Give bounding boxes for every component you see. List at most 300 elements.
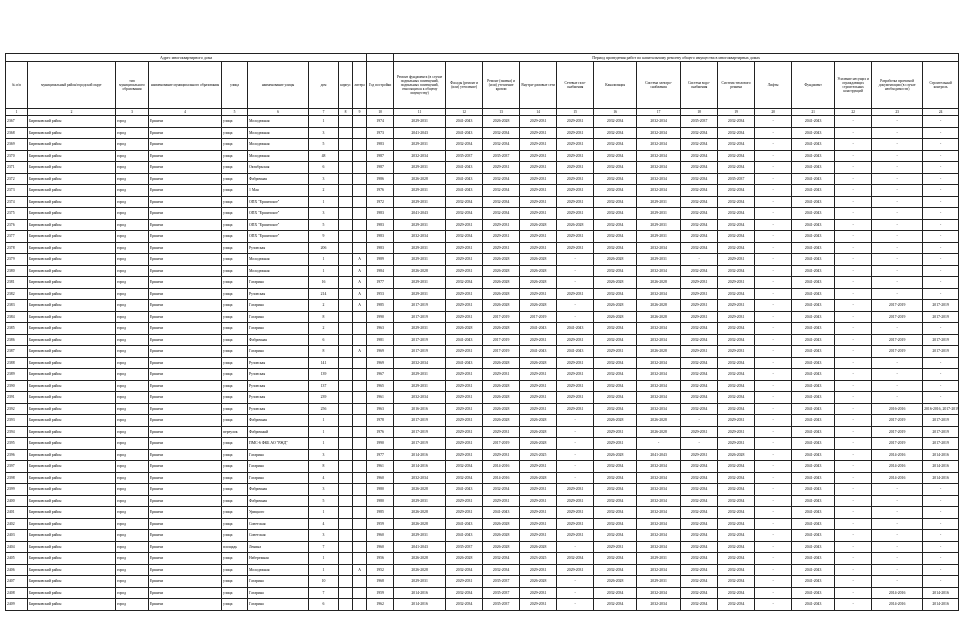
table-cell: 2029-2031 [557,173,594,185]
table-cell: 2029-2031 [483,231,520,243]
table-cell: 2032-2034 [637,530,681,542]
table-cell: Молодежная [248,116,309,128]
table-cell: 2032-2034 [718,219,755,231]
table-cell: Советская [248,530,309,542]
table-cell: Ершичи [149,150,222,162]
table-cell: Ершичи [149,288,222,300]
table-cell: - [872,208,923,220]
table-cell [339,173,353,185]
table-cell: 2032-2034 [718,323,755,335]
table-cell: 2017-2019 [923,334,959,346]
table-row [6,242,959,254]
table-cell: - [835,576,872,588]
table-cell: город [116,461,149,473]
table-cell: 1963 [367,403,394,415]
table-cell: 2396 [6,449,28,461]
table-cell: 2032-2034 [718,231,755,243]
table-cell: 2041-2043 [792,346,835,358]
table-cell: Бирюковский район [28,599,116,611]
table-cell: 2032-2034 [637,495,681,507]
table-cell: улица [222,323,248,335]
table-cell: Ершичи [149,369,222,381]
table-cell: 2041-2043 [792,139,835,151]
table-cell: 2029-2031 [557,208,594,220]
table-cell: 2041-2043 [792,472,835,484]
table-cell: Бирюковский район [28,231,116,243]
table-cell [339,323,353,335]
table-cell: город [116,242,149,254]
table-cell: 2035-2037 [718,173,755,185]
table-cell: 2032-2034 [594,599,637,611]
table-cell: Рузовская [248,380,309,392]
table-cell: город [116,150,149,162]
table-cell: 2029-2031 [446,369,483,381]
table-cell: улица [222,484,248,496]
table-cell: Бирюковский район [28,587,116,599]
table-cell: 2041-2043 [792,449,835,461]
table-cell: 2026-2028 [446,323,483,335]
table-cell: - [755,484,792,496]
table-cell: 9 [309,231,339,243]
table-cell: 2017-2019 [923,346,959,358]
table-cell: 2032-2034 [681,323,718,335]
column-number: 24 [923,109,959,116]
table-cell: Гагарина [248,300,309,312]
table-cell: 2029-2031 [483,219,520,231]
table-cell: 2029-2031 [394,277,446,289]
table-cell [353,127,367,139]
table-cell: 2029-2031 [520,242,557,254]
table-cell: - [681,254,718,266]
table-cell: - [835,507,872,519]
table-cell: 2032-2034 [718,208,755,220]
table-cell: 1 [309,438,339,450]
table-cell: Фабричная [248,173,309,185]
table-cell: 1983 [367,208,394,220]
table-cell: 2041-2043 [446,116,483,128]
table-cell: город [116,254,149,266]
table-cell: улица [222,461,248,473]
table-cell: город [116,484,149,496]
table-cell: Ершичи [149,541,222,553]
table-cell: 2026-2028 [594,415,637,427]
table-cell: 2029-2031 [520,150,557,162]
table-cell: 48 [309,150,339,162]
table-cell: - [557,576,594,588]
table-cell: 2409 [6,599,28,611]
table-cell: город [116,587,149,599]
table-cell: 1976 [367,426,394,438]
table-cell: 2014-2016 [394,461,446,473]
table-cell: 2404 [6,541,28,553]
table-cell [353,541,367,553]
table-cell [353,415,367,427]
table-cell: - [872,323,923,335]
table-cell [353,311,367,323]
table-cell: 2029-2031 [637,254,681,266]
table-cell: - [923,357,959,369]
table-cell: город [116,553,149,565]
table-cell: Ершичи [149,576,222,588]
table-cell: 2032-2034 [718,380,755,392]
table-cell: 2032-2034 [681,530,718,542]
table-cell [353,380,367,392]
table-cell: 2026-2028 [520,300,557,312]
table-cell: 5 [309,139,339,151]
table-cell: 2 [309,300,339,312]
table-cell: 1976 [367,185,394,197]
table-cell: 2400 [6,495,28,507]
table-cell: 2014-2016 [394,599,446,611]
table-cell: 2372 [6,173,28,185]
table-cell: 2032-2034 [681,185,718,197]
table-cell: 1961 [367,392,394,404]
table-cell: 2035-2037 [446,541,483,553]
table-cell: - [835,265,872,277]
group-works: Период проведения работ по капитальному ремонту общего имущества в многоквартирных домах [394,54,959,62]
table-cell: 2029-2031 [394,139,446,151]
table-cell: Молодежная [248,139,309,151]
table-cell: 2029-2031 [557,334,594,346]
column-header: Система водо-снабжения [681,62,718,109]
table-cell: 7 [309,541,339,553]
table-cell: - [755,173,792,185]
table-cell: Ершичи [149,564,222,576]
table-cell: 2026-2028 [483,380,520,392]
table-cell: 2041-2043 [792,403,835,415]
table-cell: 2029-2031 [394,369,446,381]
table-cell: Ершичи [149,231,222,243]
table-cell: 2041-2043 [792,530,835,542]
table-cell: 2032-2034 [718,507,755,519]
column-number: 22 [835,109,872,116]
table-cell: 2370 [6,150,28,162]
table-cell: - [872,495,923,507]
table-cell: - [872,357,923,369]
table-cell: 2032-2034 [594,334,637,346]
table-cell: - [835,495,872,507]
table-cell: 2029-2031 [520,208,557,220]
table-cell: город [116,219,149,231]
table-cell: улица [222,334,248,346]
table-cell: 1985 [367,300,394,312]
table-cell: - [923,219,959,231]
table-cell: - [835,357,872,369]
table-cell: 2026-2028 [483,288,520,300]
table-cell: город [116,185,149,197]
table-cell: 2032-2034 [446,196,483,208]
table-cell: 2388 [6,357,28,369]
table-cell: Бирюковский район [28,346,116,358]
table-cell: 2041-2043 [792,415,835,427]
table-cell: 2032-2034 [483,484,520,496]
table-cell: - [872,507,923,519]
table-cell: 2032-2034 [718,564,755,576]
table-cell: улица [222,127,248,139]
table-cell: Гагарина [248,576,309,588]
column-header: наименование муниципального образования [149,62,222,109]
table-cell: город [116,369,149,381]
table-cell: Ершичи [149,196,222,208]
table-cell: улица [222,242,248,254]
table-cell: - [872,553,923,565]
table-cell: 2014-2016 [872,587,923,599]
table-cell: 2032-2034 [446,461,483,473]
table-cell: - [923,288,959,300]
table-cell: 2032-2034 [594,162,637,174]
table-cell: 2369 [6,139,28,151]
column-number: 23 [872,109,923,116]
table-cell: 2041-2043 [792,438,835,450]
table-cell: - [923,127,959,139]
table-cell: - [755,438,792,450]
table-cell: Рузовская [248,392,309,404]
table-cell: 2029-2031 [718,438,755,450]
table-cell: 2032-2034 [681,127,718,139]
table-cell: 2029-2031 [557,116,594,128]
table-cell [353,587,367,599]
table-cell: 2032-2034 [718,472,755,484]
table-row [6,346,959,358]
table-cell: Ершичи [149,357,222,369]
table-cell: 2032-2034 [557,553,594,565]
table-cell: - [835,472,872,484]
table-cell: - [835,288,872,300]
table-cell: - [872,242,923,254]
column-header: дом [309,62,339,109]
table-cell: Молодежная [248,127,309,139]
table-cell: 2014-2016 [872,461,923,473]
table-cell: - [755,415,792,427]
table-cell: 2029-2031 [718,415,755,427]
table-cell: Фабричный [248,426,309,438]
table-cell: - [557,265,594,277]
table-cell: 2041-2043 [792,426,835,438]
table-cell: А [353,346,367,358]
table-cell: - [835,311,872,323]
table-cell: 2029-2031 [483,162,520,174]
table-cell [353,323,367,335]
table-cell: - [835,461,872,473]
table-cell: 2390 [6,380,28,392]
table-cell [339,426,353,438]
table-cell: 2032-2034 [681,392,718,404]
table-cell: 2391 [6,392,28,404]
table-cell: - [755,564,792,576]
table-cell: Бирюковский район [28,495,116,507]
table-cell: 2026-2028 [637,277,681,289]
table-cell: Гагарина [248,587,309,599]
table-cell: Ленина [248,541,309,553]
table-cell: - [835,484,872,496]
table-cell: 2026-2028 [483,265,520,277]
table-cell [339,599,353,611]
table-cell: 2014-2016 [923,599,959,611]
table-cell: 2017-2019 [394,415,446,427]
table-cell: - [557,438,594,450]
column-number-row [6,109,959,116]
table-cell: 2032-2034 [594,139,637,151]
table-cell: 1960 [367,472,394,484]
table-cell: 2029-2031 [557,150,594,162]
table-cell: Гагарина [248,323,309,335]
table-cell: город [116,311,149,323]
column-number: 6 [248,109,309,116]
table-cell: 1952 [367,564,394,576]
table-cell: - [755,530,792,542]
table-cell: 8 [309,346,339,358]
table-cell: - [872,518,923,530]
table-cell: Бирюковский район [28,334,116,346]
table-cell: Ершичи [149,599,222,611]
table-cell: - [557,300,594,312]
table-cell: - [923,323,959,335]
table-cell: - [923,139,959,151]
column-number: 2 [28,109,116,116]
table-cell: 2032-2034 [594,369,637,381]
table-row [6,185,959,197]
table-cell: - [755,208,792,220]
table-cell: Гагарина [248,311,309,323]
table-cell: - [835,162,872,174]
table-cell: 2032-2034 [637,564,681,576]
table-row [6,139,959,151]
table-cell: А [353,288,367,300]
table-cell: 2032-2034 [637,403,681,415]
table-cell: 6 [309,162,339,174]
table-cell: улица [222,346,248,358]
table-cell: 2026-2028 [394,484,446,496]
table-cell: 2029-2031 [446,346,483,358]
table-row [6,116,959,128]
table-cell: 2032-2034 [718,162,755,174]
table-cell: город [116,357,149,369]
table-cell: город [116,541,149,553]
table-cell: улица [222,254,248,266]
table-cell: Урицкого [248,507,309,519]
table-cell: Рузовская [248,242,309,254]
table-cell: Ершичи [149,334,222,346]
table-cell: 2041-2043 [792,208,835,220]
table-row [6,599,959,611]
table-cell: Бирюковский район [28,162,116,174]
table-cell: город [116,116,149,128]
table-cell: 2041-2043 [792,369,835,381]
column-number: 11 [394,109,446,116]
column-number: 14 [520,109,557,116]
table-cell: - [755,553,792,565]
table-cell: 2029-2031 [557,231,594,243]
table-cell: 2032-2034 [594,530,637,542]
table-cell: 2041-2043 [557,346,594,358]
table-cell: 2029-2031 [394,288,446,300]
table-cell: 2029-2031 [446,300,483,312]
table-cell: 2032-2034 [681,495,718,507]
table-cell: 2029-2031 [520,599,557,611]
table-cell: 2381 [6,277,28,289]
table-row [6,541,959,553]
table-cell: - [923,380,959,392]
table-cell: - [681,415,718,427]
table-cell [353,599,367,611]
table-cell: 2029-2031 [394,162,446,174]
table-cell: - [835,334,872,346]
table-cell: 2041-2043 [792,150,835,162]
table-cell: - [835,219,872,231]
table-cell: 1983 [367,139,394,151]
table-cell: - [872,116,923,128]
table-cell [339,357,353,369]
table-cell: 2032-2034 [594,564,637,576]
table-cell: 2032-2034 [594,127,637,139]
table-cell [339,116,353,128]
table-cell: улица [222,553,248,565]
table-cell: 2395 [6,438,28,450]
table-row [6,380,959,392]
table-row [6,530,959,542]
table-cell: ПМС-6 ФКБ АО "РЖД" [248,438,309,450]
table-cell: 2041-2043 [446,530,483,542]
table-cell: 2026-2028 [483,254,520,266]
table-cell: 1986 [367,173,394,185]
table-cell: 2041-2043 [446,162,483,174]
table-cell: Ершичи [149,139,222,151]
table-cell: Гагарина [248,461,309,473]
table-cell: 2032-2034 [718,127,755,139]
table-cell: улица [222,507,248,519]
table-cell: - [872,219,923,231]
table-cell: Бирюковский район [28,576,116,588]
table-cell [353,472,367,484]
table-cell: город [116,173,149,185]
table-cell: - [557,449,594,461]
table-cell: 1973 [367,127,394,139]
table-cell: 2017-2019 [923,415,959,427]
table-cell: Рузовская [248,288,309,300]
column-number: 17 [637,109,681,116]
table-cell: 1959 [367,587,394,599]
table-cell: 2032-2034 [637,369,681,381]
table-cell: Бирюковский район [28,265,116,277]
table-cell: - [835,242,872,254]
table-cell: 2041-2043 [792,461,835,473]
table-cell: улица [222,196,248,208]
table-cell: 2032-2034 [394,231,446,243]
table-cell: 2041-2043 [792,392,835,404]
table-cell: 2017-2019 [872,300,923,312]
table-cell: 214 [309,288,339,300]
table-cell: город [116,599,149,611]
table-cell: 2032-2034 [718,150,755,162]
table-cell: - [872,288,923,300]
table-cell [339,334,353,346]
table-cell: 2029-2031 [718,311,755,323]
table-cell: - [755,369,792,381]
table-row [6,300,959,312]
table-cell [339,219,353,231]
table-cell: 2032-2034 [594,553,637,565]
table-cell: Гагарина [248,472,309,484]
table-cell: - [872,127,923,139]
table-cell: город [116,277,149,289]
table-cell: 2041-2043 [792,162,835,174]
table-cell: 2017-2019 [483,438,520,450]
table-cell: 2017-2019 [394,426,446,438]
table-cell: 2029-2031 [446,415,483,427]
table-cell: - [835,185,872,197]
table-cell: Фабричная [248,415,309,427]
table-cell: Ершичи [149,415,222,427]
